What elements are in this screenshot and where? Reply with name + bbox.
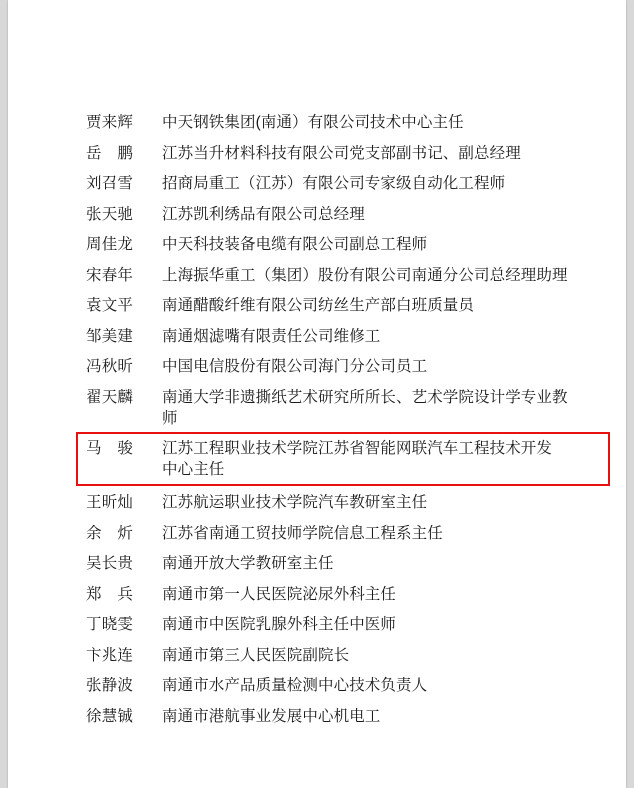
person-title-line: 南通市港航事业发展中心机电工 <box>162 707 381 725</box>
person-name: 冯秋昕 <box>86 358 134 375</box>
table-row <box>8 173 626 194</box>
person-name: 翟天麟 <box>86 388 134 406</box>
person-name: 郑 兵 <box>86 585 134 603</box>
person-name: 吴长贵 <box>86 555 134 572</box>
person-title-line: 江苏凯利绣品有限公司总经理 <box>162 205 365 223</box>
person-title <box>162 584 626 605</box>
person-title-line: 南通开放大学教研室主任 <box>162 555 334 572</box>
person-title <box>162 234 626 255</box>
person-title-line: 南通烟滤嘴有限责任公司维修工 <box>162 327 381 345</box>
table-row <box>8 112 626 133</box>
person-title <box>162 387 626 429</box>
person-title-line: 江苏省南通工贸技师学院信息工程系主任 <box>162 524 443 542</box>
person-name: 邹美建 <box>86 327 134 345</box>
person-title-line: 南通市第三人民医院副院长 <box>162 646 350 664</box>
person-title-line: 师 <box>162 409 178 427</box>
table-row <box>8 584 626 605</box>
person-title-line: 南通醋酸纤维有限公司纺丝生产部白班质量员 <box>162 297 475 314</box>
person-title <box>162 295 626 316</box>
table-row <box>8 356 626 377</box>
person-title <box>162 204 626 225</box>
person-title <box>162 112 626 133</box>
table-row <box>8 675 626 696</box>
person-title <box>162 523 626 544</box>
person-name: 丁晓雯 <box>86 616 134 633</box>
person-title <box>162 438 626 480</box>
table-row <box>8 492 626 513</box>
person-title-line: 中心主任 <box>162 461 225 478</box>
person-title-line: 江苏当升材料科技有限公司党支部副书记、副总经理 <box>162 144 521 162</box>
person-title-line: 江苏航运职业技术学院汽车教研室主任 <box>162 494 428 511</box>
person-title <box>162 553 626 574</box>
table-row <box>8 265 626 286</box>
person-title <box>162 492 626 513</box>
table-row <box>8 706 626 727</box>
person-title-line: 中国电信股份有限公司海门分公司员工 <box>162 358 428 375</box>
name-list <box>8 112 626 736</box>
person-title <box>162 143 626 164</box>
table-row <box>8 295 626 316</box>
person-name: 张天驰 <box>86 205 134 223</box>
table-row <box>8 523 626 544</box>
person-name: 张静波 <box>86 677 134 694</box>
person-name: 徐慧铖 <box>86 707 134 725</box>
table-row-highlighted <box>8 438 626 480</box>
person-title-line: 江苏工程职业技术学院江苏省智能网联汽车工程技术开发 <box>162 440 553 457</box>
person-title-line: 上海振华重工（集团）股份有限公司南通分公司总经理助理 <box>162 266 568 284</box>
table-row <box>8 553 626 574</box>
person-title <box>162 614 626 635</box>
person-title <box>162 675 626 696</box>
person-title-line: 南通市水产品质量检测中心技术负责人 <box>162 677 428 694</box>
person-name: 王昕灿 <box>86 494 134 511</box>
person-title <box>162 173 626 194</box>
person-name: 宋春年 <box>86 266 134 284</box>
person-name: 卞兆连 <box>86 646 134 664</box>
table-row <box>8 234 626 255</box>
person-title <box>162 265 626 286</box>
person-title-line: 南通市中医院乳腺外科主任中医师 <box>162 616 397 633</box>
person-name: 周佳龙 <box>86 236 134 253</box>
person-name: 刘召雪 <box>86 175 134 192</box>
person-title-line: 中天钢铁集团(南通）有限公司技术中心主任 <box>162 114 464 131</box>
person-title-line: 招商局重工（江苏）有限公司专家级自动化工程师 <box>162 175 506 192</box>
table-row <box>8 204 626 225</box>
table-row <box>8 143 626 164</box>
person-name: 余 炘 <box>86 524 134 542</box>
table-row <box>8 387 626 429</box>
person-title <box>162 645 626 666</box>
document-page <box>8 0 626 788</box>
table-row <box>8 614 626 635</box>
person-name: 马 骏 <box>86 440 134 457</box>
person-title-line: 南通大学非遗撕纸艺术研究所所长、艺术学院设计学专业教 <box>162 388 568 406</box>
person-title <box>162 706 626 727</box>
table-row <box>8 645 626 666</box>
person-title-line: 南通市第一人民医院泌尿外科主任 <box>162 585 397 603</box>
person-title <box>162 326 626 347</box>
person-name: 岳 鹏 <box>86 144 134 162</box>
table-row <box>8 326 626 347</box>
person-title <box>162 356 626 377</box>
person-title-line: 中天科技装备电缆有限公司副总工程师 <box>162 236 428 253</box>
person-name: 贾来辉 <box>86 114 134 131</box>
person-name: 袁文平 <box>86 297 134 314</box>
